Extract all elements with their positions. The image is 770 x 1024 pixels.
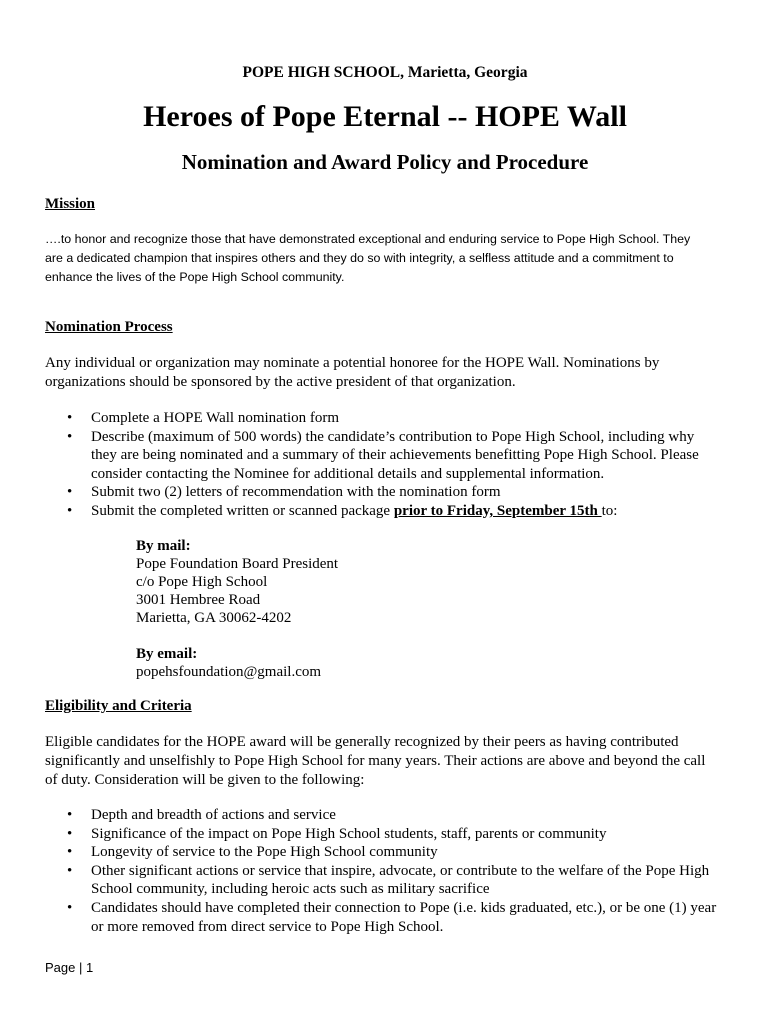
mail-address-block xyxy=(136,537,338,627)
list-item: • Candidates should have completed their connection to Pope (i.e. kids graduated, etc.), or be one (1) year or more removed from direct service to Pope High School. xyxy=(67,899,717,935)
bullet-icon: • xyxy=(67,484,73,501)
eligibility-intro-line: significantly and unselfishly to Pope High School for many years. Their actions are above and beyond the call xyxy=(45,753,706,769)
document-subtitle: Nomination and Award Policy and Procedure xyxy=(181,150,589,174)
school-name: POPE HIGH SCHOOL, Marietta, Georgia xyxy=(242,64,528,81)
document-title: Heroes of Pope Eternal -- HOPE Wall xyxy=(143,100,627,133)
mail-label: By mail: xyxy=(136,538,191,554)
mission-line: enhance the lives of the Pope High School community. xyxy=(45,270,345,284)
eligibility-heading: Eligibility and Criteria xyxy=(45,698,192,714)
eligibility-intro-line: of duty. Consideration will be given to the following: xyxy=(45,772,365,788)
list-item: • Submit two (2) letters of recommendation with the nomination form xyxy=(67,484,501,501)
list-item: • Depth and breadth of actions and service xyxy=(67,807,336,823)
address-line: c/o Pope High School xyxy=(136,574,268,590)
list-item: • Significance of the impact on Pope High School students, staff, parents or community xyxy=(67,825,607,842)
list-item: • Other significant actions or service that inspire, advocate, or contribute to the welfare of the Pope High School community, including heroic acts such as military sacrifice xyxy=(67,862,710,898)
address-line: Marietta, GA 30062-4202 xyxy=(136,610,292,626)
list-item: • Complete a HOPE Wall nomination form xyxy=(67,410,340,426)
page-number: Page | 1 xyxy=(45,960,94,975)
nomination-intro-line: Any individual or organization may nominate a potential honoree for the HOPE Wall. Nominations by xyxy=(45,355,660,371)
bullet-icon: • xyxy=(67,410,73,426)
nomination-intro xyxy=(45,354,735,392)
bullet-icon: • xyxy=(67,825,73,842)
bullet-icon: • xyxy=(67,428,73,445)
email-label: By email: xyxy=(136,646,198,662)
address-line: Pope Foundation Board President xyxy=(136,556,339,572)
mission-heading: Mission xyxy=(45,196,96,212)
nomination-intro-line: organizations should be sponsored by the active president of that organization. xyxy=(45,374,516,390)
bullet-icon: • xyxy=(67,862,73,879)
mission-text xyxy=(45,230,725,287)
list-item: • Longevity of service to the Pope High School community xyxy=(67,844,438,861)
list-item-submit: • Submit the completed written or scanned package prior to Friday, September 15th to: xyxy=(67,502,618,519)
mission-line: are a dedicated champion that inspires others and they do so with integrity, a selfless attitude and a commitment to xyxy=(45,251,674,265)
mission-line: ….to honor and recognize those that have demonstrated exceptional and enduring service to Pope High School. They xyxy=(45,232,691,246)
submission-deadline: prior to Friday, September 15th xyxy=(393,502,602,519)
email-address: popehsfoundation@gmail.com xyxy=(136,664,322,680)
bullet-icon: • xyxy=(67,899,73,916)
bullet-icon: • xyxy=(67,502,73,519)
bullet-icon: • xyxy=(67,844,73,861)
eligibility-intro xyxy=(45,733,735,790)
bullet-icon: • xyxy=(67,807,73,823)
email-block xyxy=(136,645,321,681)
list-item: • Describe (maximum of 500 words) the candidate’s contribution to Pope High School, including why they are being nominated and a summary of their achievements benefitting Pope High School. Please consider contacting the Nominee for additional details and supplemental information. xyxy=(67,428,699,482)
nomination-bullet-list xyxy=(45,409,735,521)
address-line: 3001 Hembree Road xyxy=(136,592,261,608)
eligibility-intro-line: Eligible candidates for the HOPE award will be generally recognized by their peers as having contributed xyxy=(45,734,679,750)
eligibility-bullet-list xyxy=(45,806,735,936)
nomination-heading: Nomination Process xyxy=(45,319,173,335)
